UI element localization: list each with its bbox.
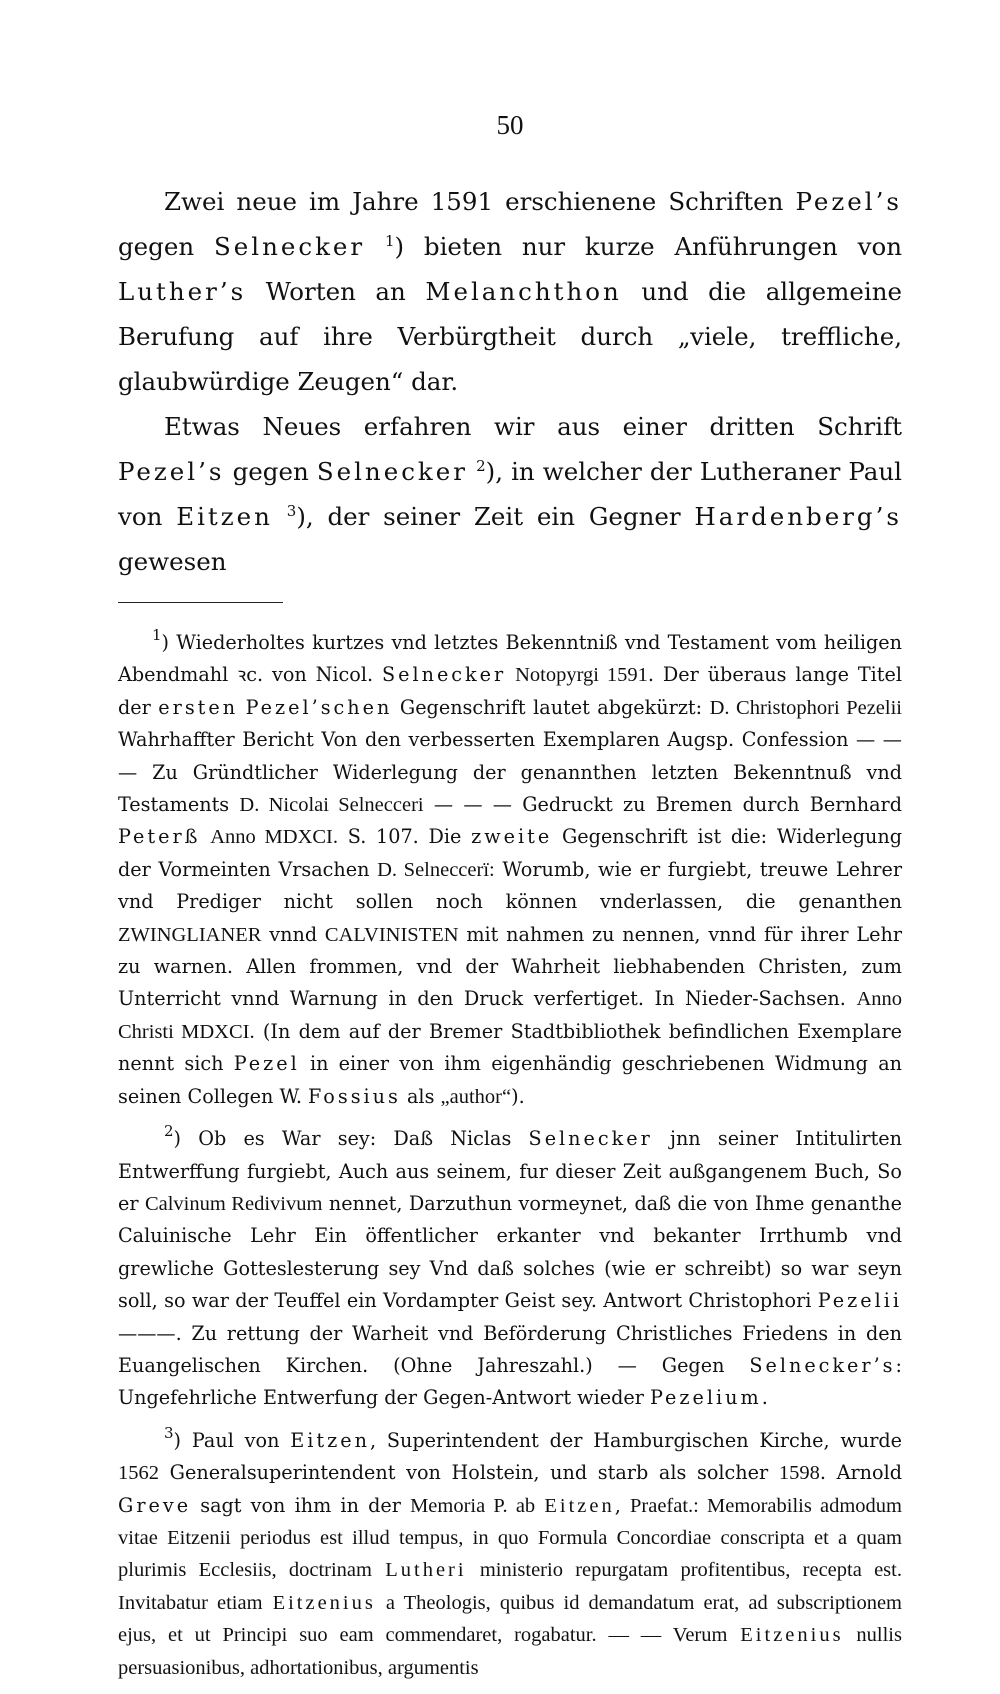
name-eitzen: Eitzen (176, 502, 273, 531)
text-run: gewesen (118, 547, 227, 576)
name-pezel: Pezelii (817, 1289, 902, 1313)
footnote-separator (118, 602, 283, 603)
paragraph (118, 404, 902, 584)
text-run: S. 107. Die (338, 825, 472, 849)
name-peters: Peterß (118, 825, 201, 849)
latin-text: Praefat.: Memorabilis admodum vitae Eitzenii periodus est illud tempus, in quo Formula Concordiae conscripta et a quam plurimis Ecclesiis, doctrinam (118, 1494, 902, 1582)
name-pezel: Pezel’s (118, 457, 225, 486)
text-run: ) Wiederholtes kurtzes vnd letztes Bekenntniß vnd Testament vom heiligen Abendmahl ꝛc. von Nicol. (118, 631, 902, 687)
latin-text: 1562 (118, 1462, 159, 1485)
text-run: Worumb, wie er furgiebt, treuwe Lehrer vnd Prediger nicht sollen noch können vnderlassen, die genanthen (118, 857, 902, 914)
name-hardenberg: Hardenberg’s (694, 502, 902, 531)
latin-text: „author“ (440, 1085, 512, 1108)
text-run (727, 1623, 740, 1646)
name-pezel: Pezel’schen (245, 695, 393, 719)
name-eitzen: Eitzen (290, 1428, 370, 1452)
latin-text: nullis persuasionibus, adhortationibus, argumentis (118, 1624, 902, 1679)
footnote-marker: 2 (164, 1122, 174, 1141)
latin-name-eitzen: Eitzen (544, 1494, 615, 1517)
latin-text: D. Nicolai Selnecceri (239, 794, 424, 817)
text-run: , (614, 1493, 630, 1517)
latin-text: Memoria P. ab (410, 1494, 536, 1517)
name-melanchthon: Melanchthon (425, 277, 622, 306)
latin-text: D. Christophori Pezelii (709, 696, 902, 719)
text-run: in einer von ihm eigenhändig geschriebenen Widmung an seinen Collegen W. (118, 1052, 902, 1108)
text-run: mit nahmen zu nennen, vnnd für ihrer Lehr zu warnen. Allen frommen, vnd der Wahrheit liebhabenden Christen, zum Unterricht vnnd Warnung in den Druck verfertiget. In Nieder-Sachsen. (118, 922, 902, 1011)
text-run (376, 1591, 386, 1614)
text-run (467, 1558, 480, 1581)
text-run (844, 1623, 857, 1646)
text-run: , Superintendent der Hamburgischen Kirche, wurde (369, 1428, 902, 1452)
text-run (372, 1558, 385, 1581)
text-run: ). (511, 1084, 525, 1108)
text-run: Gegenschrift lautet abgekürzt: (392, 695, 710, 719)
text-run: ) Paul von (173, 1428, 291, 1452)
text-run: . Der überaus lange Titel der (118, 663, 902, 719)
name-luther: Luther’s (118, 277, 247, 306)
emphasis: ersten (158, 695, 239, 719)
text-run: . (761, 1386, 768, 1410)
text-run: ) Ob es War sey: Daß Niclas (173, 1127, 529, 1151)
text-run: ), der seiner Zeit ein Gegner (296, 502, 695, 531)
text-run: Generalsuperintendent von Holstein, und starb als solcher (159, 1461, 779, 1485)
name-pezel: Pezel (233, 1052, 300, 1076)
text-run: gegen (224, 457, 317, 486)
text-run: Zwei neue im Jahre 1591 erschienene Schriften (164, 187, 796, 216)
latin-text: Notopyrgi 1591 (515, 664, 648, 687)
latin-text: a Theologis, quibus id demandatum erat, ad subscriptionem ejus, et ut Principi suo eam commendaret, rogabatur. — — Verum (118, 1591, 902, 1647)
footnote-3 (118, 1425, 902, 1684)
latin-text: Anno MDXCI. (210, 826, 339, 849)
latin-text: Calvinum Redivivum (144, 1192, 323, 1215)
text-run: (In dem auf der Bremer Stadtbibliothek befindlichen Exemplare nennt sich (118, 1019, 902, 1076)
text-run: ) bieten nur kurze Anführungen von (394, 232, 902, 261)
latin-text: D. Selneccerï: (377, 858, 495, 881)
latin-text: CALVINISTEN (324, 923, 459, 946)
name-pezel: Pezelium (650, 1386, 762, 1410)
latin-name-eitzenius: Eitzenius (740, 1624, 844, 1647)
text-run: jnn seiner Intitulirten Entwerffung furgiebt, Auch aus seinem, fur dieser Zeit außgangenem Buch, So er (118, 1127, 902, 1215)
name-greve: Greve (118, 1493, 192, 1517)
name-selnecker: Selnecker (316, 457, 468, 486)
body-text (118, 179, 902, 584)
name-selnecker: Selnecker (528, 1127, 653, 1151)
text-run: sagt von ihm in der (191, 1493, 411, 1517)
text-run: gegen (118, 232, 214, 261)
footnote-marker: 3 (164, 1423, 174, 1442)
name-selnecker: Selnecker (213, 232, 366, 261)
footnote-1 (118, 627, 902, 1113)
text-run: Wahrhaffter Bericht Von den verbesserten Exemplaren Augsp. Confession — — — Zu Gründtlicher Widerlegung der genannthen letzten Bekenntnuß vnd Testaments (118, 728, 902, 817)
text-run (238, 696, 246, 719)
text-run: ), in welcher der Lutheraner Paul von (118, 457, 902, 531)
text-run: nennet, Darzuthun vormeynet, daß die von Ihme genanthe Caluinische Lehr Ein öffentlicher erkanter vnd bekanter Irrthumb vnd grewliche Gotteslesterung sey Vnd daß solches (wie er schreibt) so war seyn soll, so war der Teuffel ein Vordampter Geist sey. Antwort Christophori (118, 1191, 902, 1313)
latin-text: Anno Christi MDXCI. (118, 988, 902, 1043)
text-run (263, 1591, 273, 1614)
footnote-marker: 1 (152, 626, 162, 644)
footnotes (118, 627, 902, 1684)
footnote-ref-1: 1 (384, 232, 395, 250)
text-run: Gegenschrift ist die: Widerlegung der Vormeinten Vrsachen (118, 825, 902, 881)
name-fossius: Fossius (308, 1084, 401, 1108)
text-run: : Ungefehrliche Entwerfung der Gegen-Antwort wieder (118, 1353, 902, 1410)
text-run: vnnd (261, 922, 325, 946)
page-number: 50 (496, 110, 524, 140)
page (118, 110, 902, 1694)
latin-name-eitzenius: Eitzenius (272, 1591, 376, 1614)
text-run (535, 1494, 544, 1517)
name-pezel: Pezel’s (795, 187, 902, 216)
latin-text: 1598 (778, 1462, 820, 1485)
footnote-ref-3: 3 (286, 502, 297, 520)
footnote-2 (118, 1123, 902, 1415)
text-run: . Arnold (819, 1461, 902, 1485)
text-run: — — — Gedruckt zu Bremen durch Bernhard (423, 793, 902, 817)
text-run (506, 663, 515, 686)
text-run: ———. Zu rettung der Warheit vnd Beförderung Christliches Friedens in den Euangelischen Kirchen. (Ohne Jahreszahl.) — Gegen (118, 1321, 902, 1377)
emphasis: zweite (471, 825, 553, 849)
latin-name-luther: Lutheri (385, 1559, 467, 1582)
name-selnecker: Selnecker (381, 663, 507, 687)
latin-text: ministerio repurgatam profitentibus, recepta est. Invitabatur etiam (118, 1559, 902, 1614)
paragraph (118, 179, 902, 404)
name-selnecker: Selnecker’s (749, 1353, 896, 1377)
text-run: und die allgemeine Berufung auf ihre Verbürgtheit durch „viele, treffliche, glaubwürdige Zeugen“ dar. (118, 277, 902, 396)
text-run: Worten an (246, 277, 426, 306)
latin-text: ZWINGLIANER (118, 923, 262, 946)
footnote-ref-2: 2 (476, 457, 486, 475)
text-run: Etwas Neues erfahren wir aus einer dritten Schrift (164, 412, 902, 441)
text-run (200, 825, 210, 848)
text-run: als (400, 1084, 441, 1108)
